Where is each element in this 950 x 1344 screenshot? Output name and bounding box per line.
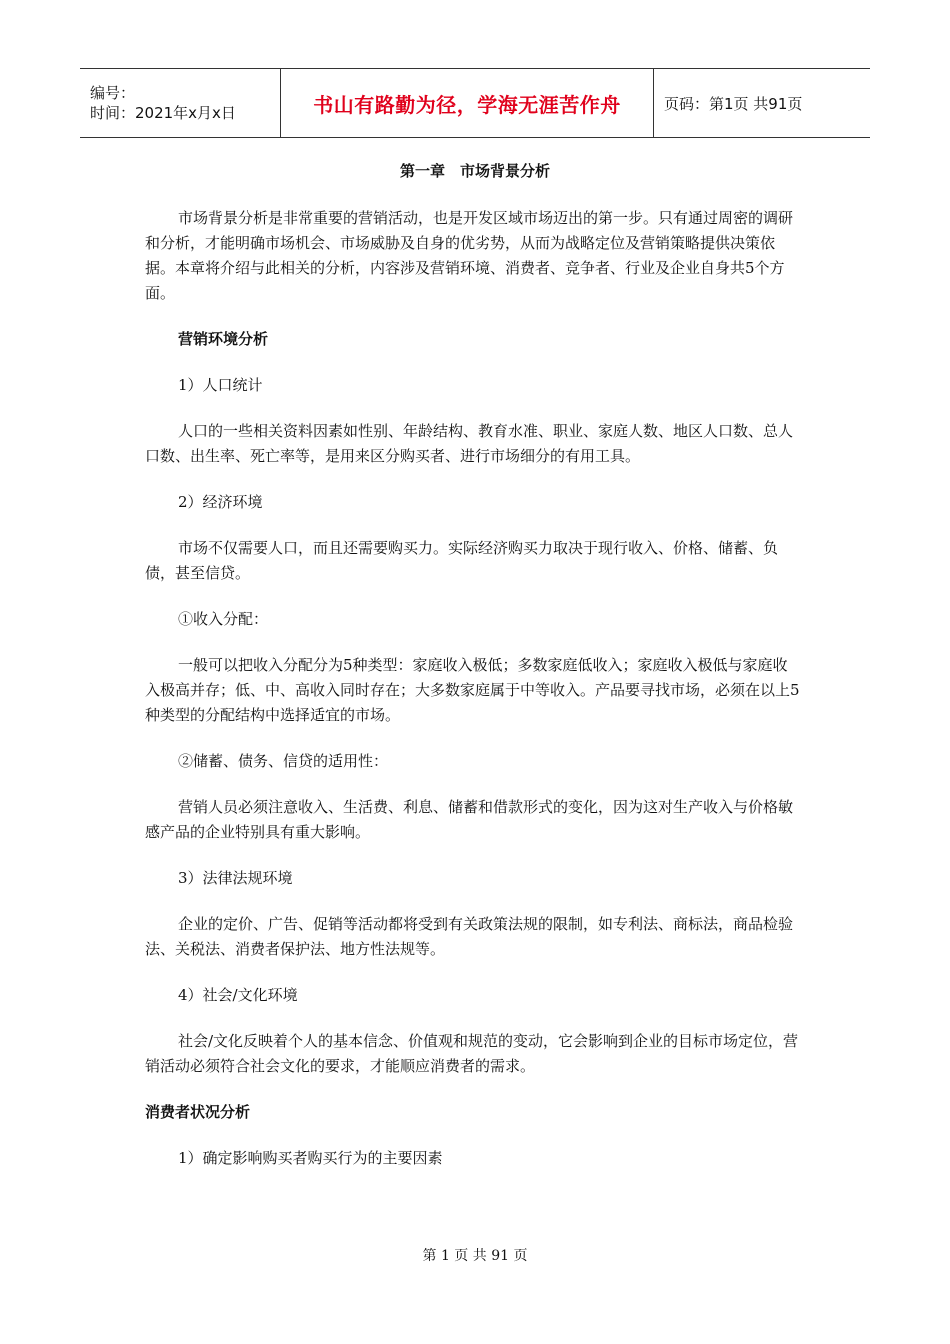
subheading-legal: 3）法律法规环境 [178,869,293,887]
subheading-income-distribution: ①收入分配： [178,610,269,628]
paragraph-economy: 市场不仅需要人口，而且还需要购买力。实际经济购买力取决于现行收入、价格、储蓄、负债，甚至信贷。 [145,539,779,582]
document-number-label: 编号： [90,84,136,102]
header-meta [80,69,281,137]
section-heading-marketing-environment: 营销环境分析 [178,330,269,348]
paragraph-legal: 企业的定价、广告、促销等活动都将受到有关政策法规的限制，如专利法、商标法，商品检验法、关税法、消费者保护法、地方性法规等。 [145,915,794,958]
subheading-economy: 2）经济环境 [178,493,263,511]
paragraph-income-distribution: 一般可以把收入分配分为5种类型：家庭收入极低；多数家庭低收入；家庭收入极低与家庭收入极高并存；低、中、高收入同时存在；大多数家庭属于中等收入。产品要寻找市场，必须在以上5种类型的分配结构中选择适宜的市场。 [145,656,800,724]
intro-paragraph: 市场背景分析是非常重要的营销活动，也是开发区域市场迈出的第一步。只有通过周密的调研和分析，才能明确市场机会、市场威胁及自身的优劣势，从而为战略定位及营销策略提供决策依据。本章将介绍与此相关的分析，内容涉及营销环境、消费者、竞争者、行业及企业自身共5个方面。 [145,209,794,302]
motto-text: 书山有路勤为径，学海无涯苦作舟 [313,92,621,117]
header-motto-cell [281,69,654,137]
chapter-title: 第一章 市场背景分析 [399,162,550,180]
paragraph-savings-credit: 营销人员必须注意收入、生活费、利息、储蓄和借款形式的变化，因为这对生产收入与价格敏感产品的企业特别具有重大影响。 [145,798,794,841]
subheading-population: 1）人口统计 [178,376,263,394]
subheading-savings-credit: ②储蓄、债务、信贷的适用性： [178,752,389,770]
section-heading-consumer: 消费者状况分析 [145,1103,251,1121]
paragraph-social-culture: 社会/文化反映着个人的基本信念、价值观和规范的变动，它会影响到企业的目标市场定位，营销活动必须符合社会文化的要求，才能顺应消费者的需求。 [145,1032,799,1075]
subheading-buying-factors: 1）确定影响购买者购买行为的主要因素 [178,1149,443,1167]
page-code: 页码：第1页 共91页 [664,94,803,113]
document-date: 时间：2021年x月x日 [90,104,236,122]
page-header [80,68,870,138]
page-footer: 第 1 页 共 91 页 [422,1248,528,1264]
paragraph-population: 人口的一些相关资料因素如性别、年龄结构、教育水准、职业、家庭人数、地区人口数、总人口数、出生率、死亡率等，是用来区分购买者、进行市场细分的有用工具。 [145,422,794,465]
document-body [145,206,801,1192]
header-page-cell [654,69,870,137]
subheading-social-culture: 4）社会/文化环境 [178,986,298,1004]
